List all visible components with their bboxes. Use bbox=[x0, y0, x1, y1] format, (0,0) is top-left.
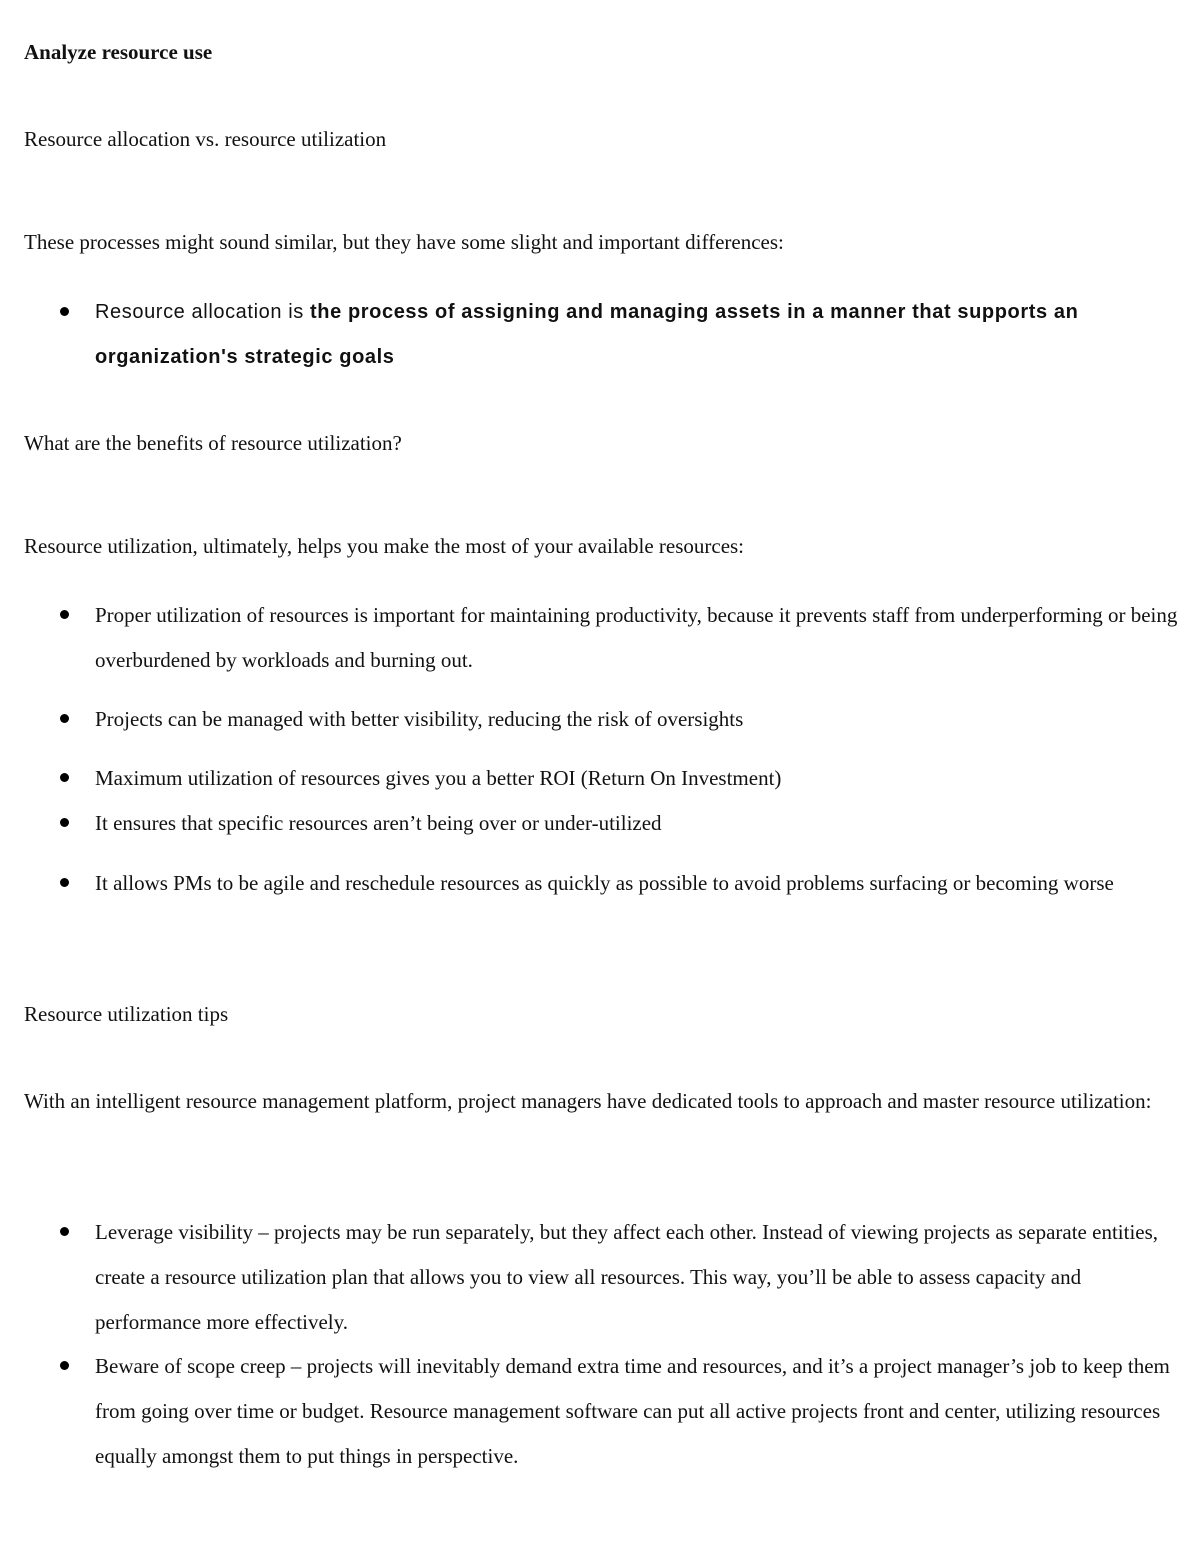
bullet-icon bbox=[60, 1227, 69, 1236]
list-item bbox=[95, 1344, 1180, 1479]
benefit-text: It ensures that specific resources aren’t being over or under-utilized bbox=[95, 811, 662, 835]
list-item bbox=[95, 697, 1180, 742]
benefit-text: It allows PMs to be agile and reschedule resources as quickly as possible to avoid problems surfacing or becoming worse bbox=[95, 871, 1114, 895]
list-item bbox=[95, 593, 1180, 683]
allocation-definition-prefix: Resource allocation is bbox=[95, 301, 311, 323]
bullet-icon bbox=[60, 307, 69, 316]
section-heading-allocation-vs-utilization: Resource allocation vs. resource utilization bbox=[24, 127, 387, 151]
tip-text: Leverage visibility – projects may be run separately, but they affect each other. Instead of viewing projects as separate entities, create a resource utilization plan that allows you to view all resources. This way, you’ll be able to assess capacity and performance more effectively. bbox=[95, 1220, 1159, 1334]
section-heading-tips: Resource utilization tips bbox=[24, 1002, 229, 1026]
list-item bbox=[95, 861, 1180, 906]
allocation-definition-bold: the process of assigning and managing assets in a manner that supports an organization's strategic goals bbox=[95, 301, 1079, 368]
document-title: Analyze resource use bbox=[24, 40, 213, 64]
list-item bbox=[95, 756, 1180, 801]
benefit-text: Maximum utilization of resources gives you a better ROI (Return On Investment) bbox=[95, 766, 782, 790]
benefit-text: Projects can be managed with better visibility, reducing the risk of oversights bbox=[95, 707, 744, 731]
section-intro-differences: These processes might sound similar, but they have some slight and important differences: bbox=[24, 230, 784, 254]
tip-text: Beware of scope creep – projects will inevitably demand extra time and resources, and it’s a project manager’s job to keep them from going over time or budget. Resource management software can put all active projects front and center, utilizing resources equally amongst them to put things in perspective. bbox=[95, 1354, 1170, 1468]
bullet-icon bbox=[60, 818, 69, 827]
section-intro-benefits: Resource utilization, ultimately, helps you make the most of your available resources: bbox=[24, 534, 745, 558]
bullet-icon bbox=[60, 610, 69, 619]
list-item bbox=[95, 1210, 1180, 1345]
section-heading-benefits: What are the benefits of resource utilization? bbox=[24, 431, 402, 455]
benefit-text: Proper utilization of resources is important for maintaining productivity, because it prevents staff from underperforming or being overburdened by workloads and burning out. bbox=[95, 603, 1178, 672]
bullet-icon bbox=[60, 714, 69, 723]
bullet-icon bbox=[60, 773, 69, 782]
list-item bbox=[95, 290, 1180, 380]
list-item bbox=[95, 801, 1180, 846]
section-intro-tips: With an intelligent resource management platform, project managers have dedicated tools to approach and master resource utilization: bbox=[24, 1089, 1152, 1113]
bullet-icon bbox=[60, 878, 69, 887]
bullet-icon bbox=[60, 1361, 69, 1370]
